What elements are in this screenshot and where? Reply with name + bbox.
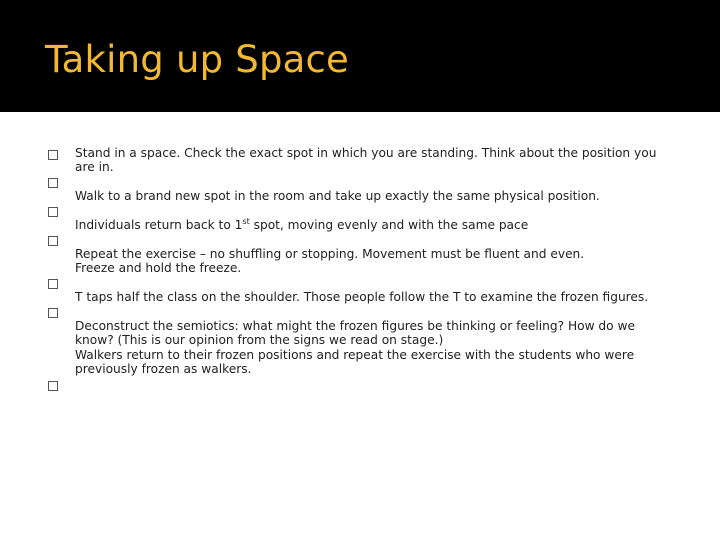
list-item: Walk to a brand new spot in the room and take up exactly the same physical position. <box>75 189 600 203</box>
square-bullet-icon <box>48 236 58 246</box>
list-item-continuation: Walkers return to their frozen positions and repeat the exercise with the students who were previously frozen as walkers. <box>75 348 635 377</box>
slide-title: Taking up Space <box>45 38 350 81</box>
list-item: Stand in a space. Check the exact spot in which you are standing. Think about the position you are in. <box>75 146 657 175</box>
list-item: Repeat the exercise – no shuffling or stopping. Movement must be fluent and even. <box>75 247 585 261</box>
ordinal-suffix: st <box>242 216 250 226</box>
square-bullet-icon <box>48 150 58 160</box>
list-item-text: spot, moving evenly and with the same pace <box>249 218 529 232</box>
square-bullet-icon <box>48 279 58 289</box>
square-bullet-icon <box>48 381 58 391</box>
list-item <box>75 218 675 232</box>
square-bullet-icon <box>48 207 58 217</box>
square-bullet-icon <box>48 308 58 318</box>
list-item-text: Individuals return back to 1 <box>75 218 243 232</box>
list-item: Deconstruct the semiotics: what might the frozen figures be thinking or feeling? How do we know? (This is our opinion from the signs we read on stage.) <box>75 319 635 348</box>
title-bar <box>0 0 720 112</box>
square-bullet-icon <box>48 178 58 188</box>
list-item-continuation: Freeze and hold the freeze. <box>75 261 242 275</box>
list-item: T taps half the class on the shoulder. Those people follow the T to examine the frozen figures. <box>75 290 649 304</box>
